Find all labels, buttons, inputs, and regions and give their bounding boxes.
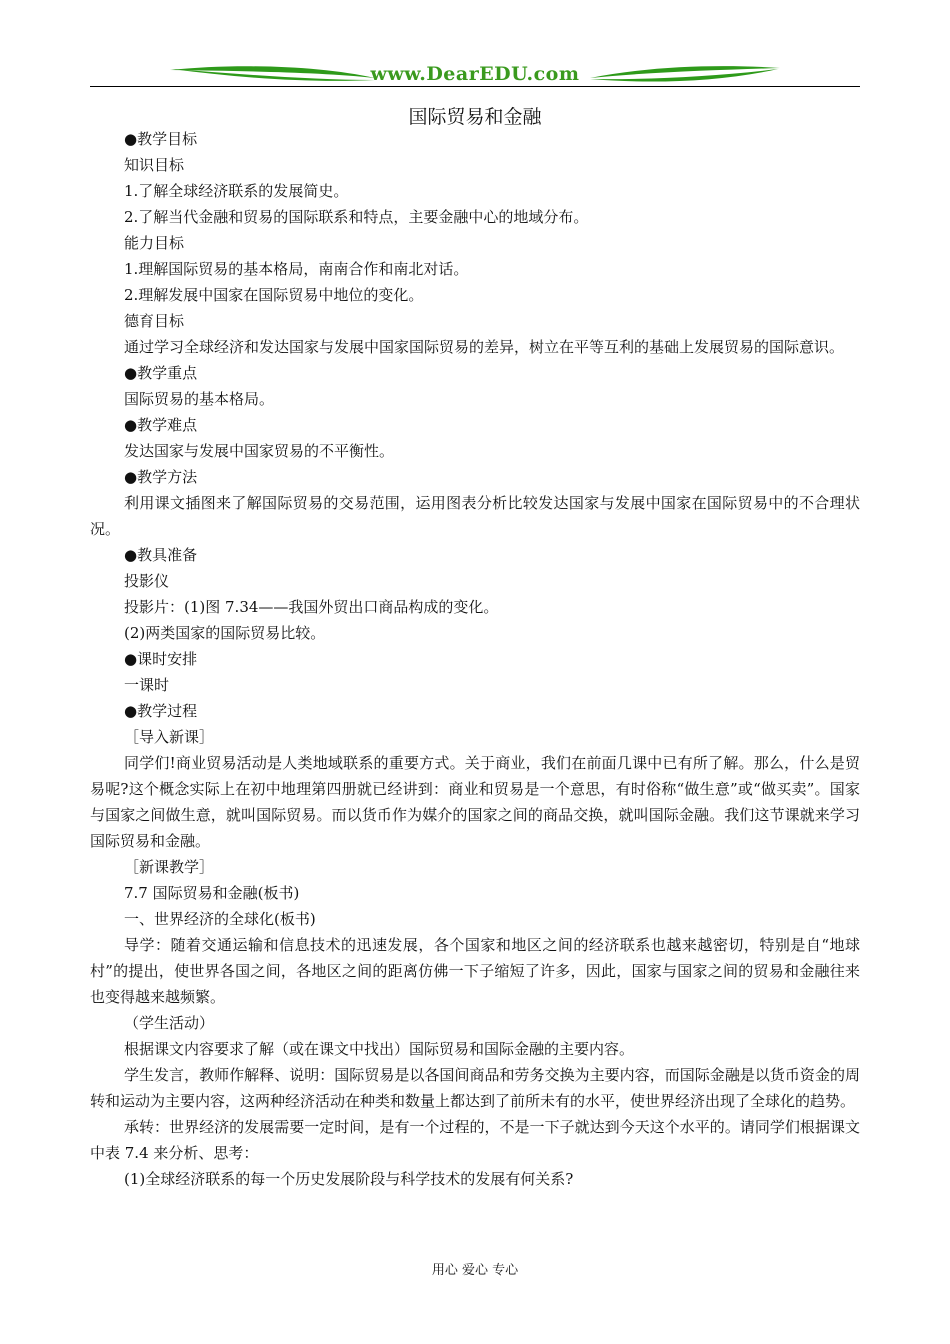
paragraph: ●教学方法	[124, 468, 198, 486]
paragraph: ●教学重点	[124, 364, 198, 382]
paragraph: (2)两类国家的国际贸易比较。	[124, 624, 326, 642]
paragraph: 7.7 国际贸易和金融(板书)	[124, 884, 300, 902]
paragraph: ●教学过程	[124, 702, 198, 720]
paragraph: 德育目标	[124, 312, 185, 330]
paragraph: ［新课教学］	[124, 858, 215, 876]
paragraph: ●教具准备	[124, 546, 198, 564]
paragraph: 利用课文插图来了解国际贸易的交易范围，运用图表分析比较发达国家与发展中国家在国际贸易中的不合理状况。	[90, 494, 860, 538]
header-rule	[90, 86, 860, 87]
paragraph: 同学们!商业贸易活动是人类地域联系的重要方式。关于商业，我们在前面几课中已有所了解。那么，什么是贸易呢?这个概念实际上在初中地理第四册就已经讲到：商业和贸易是一个意思，有时俗称“做生意”或“做买卖”。国家与国家之间做生意，就叫国际贸易。而以货币作为媒介的国家之间的商品交换，就叫国际金融。我们这节课就来学习国际贸易和金融。	[90, 754, 860, 850]
paragraph: 导学：随着交通运输和信息技术的迅速发展，各个国家和地区之间的经济联系也越来越密切，特别是自“地球村”的提出，使世界各国之间，各地区之间的距离仿佛一下子缩短了许多，因此，国家与国家之间的贸易和金融往来也变得越来越频繁。	[90, 936, 860, 1006]
paragraph: 投影片：(1)图 7.34——我国外贸出口商品构成的变化。	[124, 598, 499, 616]
paragraph: 一课时	[124, 676, 170, 694]
paragraph: 根据课文内容要求了解（或在课文中找出）国际贸易和国际金融的主要内容。	[124, 1040, 635, 1058]
paragraph: 承转：世界经济的发展需要一定时间，是有一个过程的，不是一下子就达到今天这个水平的。请同学们根据课文中表 7.4 来分析、思考：	[90, 1118, 860, 1162]
paragraph: 投影仪	[124, 572, 170, 590]
paragraph: ●教学目标	[124, 130, 198, 148]
paragraph: 1.了解全球经济联系的发展简史。	[124, 182, 349, 200]
document-body	[90, 126, 860, 1192]
paragraph: 2.了解当代金融和贸易的国际联系和特点，主要金融中心的地域分布。	[124, 208, 589, 226]
paragraph: ●课时安排	[124, 650, 198, 668]
page-footer: 用心 爱心 专心	[431, 1263, 519, 1278]
site-logo-text[interactable]: www.DearEDU.com	[370, 63, 580, 85]
paragraph: 1.理解国际贸易的基本格局，南南合作和南北对话。	[124, 260, 469, 278]
paragraph: 知识目标	[124, 156, 185, 174]
paragraph: 学生发言，教师作解释、说明：国际贸易是以各国间商品和劳务交换为主要内容，而国际金融是以货币资金的周转和运动为主要内容，这两种经济活动在种类和数量上都达到了前所未有的水平，使世界经济出现了全球化的趋势。	[90, 1066, 860, 1110]
paragraph: ［导入新课］	[124, 728, 215, 746]
paragraph: 2.理解发展中国家在国际贸易中地位的变化。	[124, 286, 424, 304]
paragraph: (1)全球经济联系的每一个历史发展阶段与科学技术的发展有何关系?	[124, 1170, 574, 1188]
paragraph: ●教学难点	[124, 416, 198, 434]
paragraph: 能力目标	[124, 234, 185, 252]
document-title: 国际贸易和金融	[408, 106, 542, 128]
paragraph: 国际贸易的基本格局。	[124, 390, 275, 408]
paragraph: 一、世界经济的全球化(板书)	[124, 910, 316, 928]
paragraph: （学生活动）	[124, 1014, 215, 1032]
paragraph: 发达国家与发展中国家贸易的不平衡性。	[124, 442, 395, 460]
paragraph: 通过学习全球经济和发达国家与发展中国家国际贸易的差异，树立在平等互利的基础上发展贸易的国际意识。	[124, 338, 845, 356]
